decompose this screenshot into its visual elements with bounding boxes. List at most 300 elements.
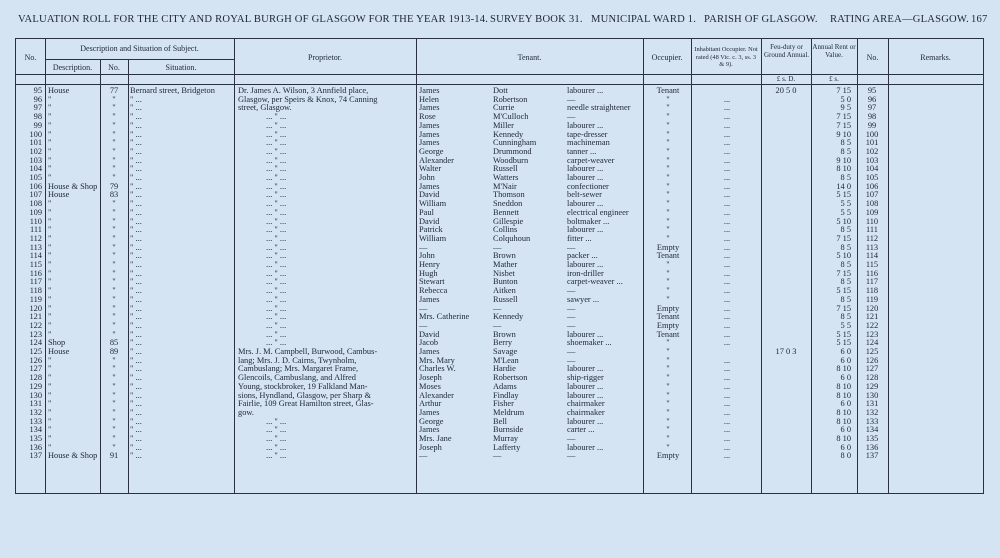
- row-occupier: ": [666, 364, 670, 374]
- row-occupation: labourer ...: [567, 329, 604, 339]
- row-proprietor-ditto: ... " ...: [266, 425, 287, 435]
- row-inhabitant: ...: [723, 303, 731, 313]
- row-tenant-first: James: [419, 138, 440, 148]
- row-tenant-first: James: [419, 86, 440, 95]
- row-annual-value: 6 0: [840, 373, 851, 383]
- row-number-right: 125: [865, 347, 879, 356]
- row-annual-value: 8 5: [840, 242, 851, 252]
- row-tenant-first: James: [419, 425, 440, 435]
- row-number-right: 105: [865, 173, 879, 182]
- row-street-number: ": [112, 312, 116, 322]
- title-main: VALUATION ROLL FOR THE CITY AND ROYAL BURGH OF GLASGOW FOR THE YEAR 1913-14.: [18, 14, 489, 25]
- row-tenant-last: Savage: [493, 347, 518, 356]
- row-inhabitant: ...: [723, 94, 731, 104]
- header-situation: Situation.: [165, 63, 197, 72]
- row-tenant-first: James: [419, 181, 440, 191]
- row-annual-value: 8 10: [836, 434, 851, 443]
- row-situation: " ...: [130, 181, 142, 191]
- row-situation: " ...: [130, 442, 142, 452]
- row-tenant-first: Mrs. Jane: [419, 434, 452, 443]
- row-occupier: ": [666, 199, 670, 209]
- row-number-right: 95: [867, 86, 877, 95]
- row-situation: " ...: [130, 216, 142, 226]
- row-occupation: labourer ...: [567, 164, 604, 174]
- row-description: ": [48, 399, 52, 409]
- row-number: 95: [33, 86, 42, 95]
- row-occupier: ": [666, 277, 670, 287]
- row-description: ": [48, 268, 52, 278]
- header-annual: Annual Rent or Value.: [812, 43, 856, 59]
- row-proprietor-ditto: ... " ...: [266, 303, 287, 313]
- row-occupier: ": [666, 407, 670, 417]
- row-occupier: Empty: [656, 303, 680, 313]
- row-number: 96: [33, 94, 42, 104]
- row-proprietor-ditto: ... " ...: [266, 225, 287, 235]
- row-description: ": [48, 355, 52, 365]
- row-tenant-last: Meldrum: [493, 407, 525, 417]
- row-description: ": [48, 407, 52, 417]
- row-tenant-last: Fisher: [493, 399, 514, 409]
- row-tenant-first: Helen: [419, 94, 439, 104]
- row-number: 104: [29, 164, 42, 174]
- row-occupation: fitter ...: [567, 233, 592, 243]
- row-description: ": [48, 242, 52, 252]
- row-description: ": [48, 207, 52, 217]
- row-tenant-first: James: [419, 294, 440, 304]
- row-number: 109: [29, 207, 42, 217]
- row-proprietor-ditto: ... " ...: [266, 277, 287, 287]
- row-occupier: ": [666, 94, 670, 104]
- row-description: ": [48, 425, 52, 435]
- row-number: 103: [29, 155, 42, 165]
- row-inhabitant: ...: [723, 399, 731, 409]
- row-tenant-first: Mrs. Mary: [419, 355, 455, 365]
- row-number: 134: [29, 425, 42, 435]
- row-street-number: ": [112, 434, 116, 443]
- row-inhabitant: ...: [723, 329, 731, 339]
- row-annual-value: 7 15: [836, 112, 851, 122]
- row-tenant-last: Robertson: [493, 373, 528, 383]
- row-situation: " ...: [130, 407, 142, 417]
- row-situation: " ...: [130, 355, 142, 365]
- row-annual-value: 8 10: [836, 364, 851, 374]
- row-inhabitant: ...: [723, 442, 731, 452]
- row-inhabitant: ...: [723, 312, 731, 322]
- row-annual-value: 5 10: [836, 251, 851, 261]
- row-annual-value: 7 15: [836, 120, 851, 130]
- row-number-right: 119: [865, 294, 879, 304]
- row-number: 133: [29, 416, 42, 426]
- row-inhabitant: ...: [723, 129, 731, 139]
- row-situation: " ...: [130, 94, 142, 104]
- header-lsd: £ s. D.: [776, 75, 796, 83]
- row-description: ": [48, 294, 52, 304]
- row-occupier: ": [666, 103, 670, 113]
- header-description-group: Description and Situation of Subject.: [80, 44, 199, 53]
- row-annual-value: 7 15: [836, 233, 851, 243]
- row-inhabitant: ...: [723, 207, 731, 217]
- row-occupier: ": [666, 347, 670, 356]
- row-occupation: labourer ...: [567, 173, 604, 182]
- row-annual-value: 5 15: [836, 329, 851, 339]
- row-situation: " ...: [130, 338, 142, 348]
- row-tenant-last: Russell: [493, 294, 518, 304]
- row-tenant-last: Mather: [493, 260, 518, 269]
- row-annual-value: 8 5: [840, 277, 851, 287]
- row-description: ": [48, 303, 52, 313]
- row-occupier: Tenant: [656, 86, 680, 95]
- row-number-right: 110: [865, 216, 879, 226]
- row-occupier: ": [666, 268, 670, 278]
- row-tenant-first: David: [419, 190, 440, 200]
- row-tenant-last: Russell: [493, 164, 518, 174]
- row-number-right: 100: [865, 129, 879, 139]
- row-inhabitant: ...: [723, 407, 731, 417]
- row-number: 113: [29, 242, 42, 252]
- row-description: House: [48, 347, 70, 356]
- row-description: ": [48, 112, 52, 122]
- row-tenant-last: Kennedy: [493, 312, 524, 322]
- row-situation: " ...: [130, 286, 142, 296]
- row-tenant-last: Bennett: [493, 207, 520, 217]
- row-tenant-last: Bunton: [493, 277, 518, 287]
- row-annual-value: 8 5: [840, 138, 851, 148]
- row-occupier: Empty: [656, 242, 680, 252]
- row-annual-value: 8 10: [836, 164, 851, 174]
- row-tenant-last: Brown: [493, 251, 516, 261]
- row-occupation: —: [567, 303, 576, 313]
- row-number: 114: [29, 251, 42, 261]
- row-tenant-first: George: [419, 146, 444, 156]
- row-number: 98: [33, 112, 42, 122]
- row-tenant-first: Patrick: [419, 225, 443, 235]
- proprietor-line: sions, Hyndland, Glasgow, per Sharp &: [238, 390, 371, 400]
- proprietor-line: lang; Mrs. J. D. Cairns, Twynholm,: [238, 355, 357, 365]
- row-inhabitant: ...: [723, 216, 731, 226]
- row-street-number: ": [112, 355, 116, 365]
- row-description: ": [48, 277, 52, 287]
- row-inhabitant: ...: [723, 190, 731, 200]
- row-tenant-last: Miller: [493, 120, 514, 130]
- row-description: ": [48, 129, 52, 139]
- row-description: House: [48, 190, 70, 200]
- row-tenant-last: Burnside: [493, 425, 524, 435]
- row-situation: Bernard street, Bridgeton: [130, 86, 215, 95]
- row-proprietor-ditto: ... " ...: [266, 268, 287, 278]
- row-tenant-last: Drummond: [493, 146, 532, 156]
- row-situation: " ...: [130, 173, 142, 182]
- row-number-right: 137: [865, 451, 879, 461]
- row-occupier: ": [666, 442, 670, 452]
- row-tenant-first: James: [419, 407, 440, 417]
- row-number: 101: [29, 138, 42, 148]
- row-street-number: ": [112, 390, 116, 400]
- row-proprietor-ditto: ... " ...: [266, 164, 287, 174]
- row-street-number: ": [112, 216, 116, 226]
- row-situation: " ...: [130, 233, 142, 243]
- row-tenant-last: Cunningham: [493, 138, 537, 148]
- row-number-right: 112: [865, 233, 879, 243]
- row-street-number: 77: [109, 86, 119, 95]
- row-proprietor-ditto: ... " ...: [266, 442, 287, 452]
- page-number: 167: [971, 14, 988, 25]
- row-situation: " ...: [130, 190, 142, 200]
- row-number: 132: [29, 407, 42, 417]
- header-ls: £ s.: [829, 75, 839, 83]
- row-situation: " ...: [130, 112, 142, 122]
- row-situation: " ...: [130, 390, 142, 400]
- row-tenant-first: Alexander: [419, 155, 454, 165]
- row-situation: " ...: [130, 199, 142, 209]
- row-occupation: shoemaker ...: [567, 338, 612, 348]
- row-number-right: 101: [865, 138, 879, 148]
- row-number-right: 103: [865, 155, 879, 165]
- row-tenant-first: Joseph: [419, 442, 442, 452]
- row-description: Shop: [48, 338, 66, 348]
- row-tenant-first: George: [419, 416, 444, 426]
- row-description: House: [48, 86, 70, 95]
- row-number: 121: [29, 312, 42, 322]
- title-ward: MUNICIPAL WARD 1.: [591, 14, 697, 25]
- row-number-right: 116: [865, 268, 879, 278]
- row-inhabitant: ...: [723, 390, 731, 400]
- row-number-right: 111: [866, 225, 878, 235]
- row-number-right: 97: [867, 103, 877, 113]
- row-number-right: 122: [865, 320, 879, 330]
- proprietor-line: Dr. James A. Wilson, 3 Annfield place,: [238, 86, 369, 95]
- row-inhabitant: ...: [723, 416, 731, 426]
- proprietor-line: Fairlie, 109 Great Hamilton street, Glas-: [238, 399, 374, 409]
- row-proprietor-ditto: ... " ...: [266, 112, 287, 122]
- row-occupation: carpet-weaver: [567, 155, 615, 165]
- row-occupation: —: [567, 312, 576, 322]
- row-number-right: 136: [865, 442, 879, 452]
- row-number: 126: [29, 355, 42, 365]
- row-number-right: 128: [865, 373, 879, 383]
- row-number: 111: [30, 225, 42, 235]
- row-occupier: ": [666, 373, 670, 383]
- row-number: 107: [29, 190, 42, 200]
- row-occupation: —: [567, 434, 576, 443]
- row-number-right: 117: [865, 277, 879, 287]
- row-annual-value: 5 5: [840, 207, 851, 217]
- row-proprietor-ditto: ... " ...: [266, 207, 287, 217]
- row-street-number: ": [112, 94, 116, 104]
- row-inhabitant: ...: [723, 451, 731, 461]
- row-annual-value: 8 5: [840, 173, 851, 182]
- row-number: 136: [29, 442, 42, 452]
- row-number: 99: [33, 120, 42, 130]
- header-remarks: Remarks.: [920, 53, 951, 62]
- row-description: ": [48, 225, 52, 235]
- row-tenant-last: Woodburn: [493, 155, 529, 165]
- row-annual-value: 8 5: [840, 225, 851, 235]
- row-occupier: ": [666, 338, 670, 348]
- row-inhabitant: ...: [723, 155, 731, 165]
- row-inhabitant: ...: [723, 286, 731, 296]
- row-occupation: carter ...: [567, 425, 595, 435]
- row-occupation: machineman: [567, 138, 610, 148]
- row-number-right: 131: [865, 399, 879, 409]
- row-street-number: ": [112, 320, 116, 330]
- row-number: 131: [29, 399, 42, 409]
- row-occupation: belt-sewer: [567, 190, 602, 200]
- row-tenant-first: Hugh: [419, 268, 438, 278]
- row-number-right: 99: [867, 120, 877, 130]
- row-tenant-first: Paul: [419, 207, 434, 217]
- row-number: 102: [29, 146, 42, 156]
- row-number: 128: [29, 373, 42, 383]
- row-inhabitant: ...: [723, 225, 731, 235]
- header-proprietor: Proprietor.: [308, 53, 342, 62]
- row-occupation: —: [567, 451, 576, 461]
- row-number-right: 127: [865, 364, 879, 374]
- row-number-right: 135: [865, 434, 879, 443]
- row-inhabitant: ...: [723, 120, 731, 130]
- row-occupation: chairmaker: [567, 399, 605, 409]
- title-area: RATING AREA—GLASGOW.: [830, 14, 969, 25]
- row-description: ": [48, 199, 52, 209]
- row-situation: " ...: [130, 120, 142, 130]
- row-street-number: ": [112, 364, 116, 374]
- row-number: 116: [29, 268, 42, 278]
- row-tenant-last: Adams: [493, 381, 517, 391]
- row-tenant-last: Thomson: [493, 190, 525, 200]
- row-occupation: —: [567, 286, 576, 296]
- row-annual-value: 9 10: [836, 155, 851, 165]
- row-proprietor-ditto: ... " ...: [266, 155, 287, 165]
- row-annual-value: 6 0: [840, 347, 851, 356]
- row-situation: " ...: [130, 381, 142, 391]
- row-street-number: ": [112, 225, 116, 235]
- row-tenant-last: Sneddon: [493, 199, 523, 209]
- row-occupation: tape-dresser: [567, 129, 608, 139]
- row-inhabitant: ...: [723, 112, 731, 122]
- row-inhabitant: ...: [723, 138, 731, 148]
- row-annual-value: 5 5: [840, 199, 851, 209]
- row-inhabitant: ...: [723, 434, 731, 443]
- row-number: 119: [29, 294, 42, 304]
- row-inhabitant: ...: [723, 199, 731, 209]
- row-street-number: ": [112, 120, 116, 130]
- row-occupation: —: [567, 355, 576, 365]
- row-tenant-last: Murray: [493, 434, 519, 443]
- row-annual-value: 8 10: [836, 381, 851, 391]
- row-description: ": [48, 138, 52, 148]
- row-description: ": [48, 103, 52, 113]
- row-situation: " ...: [130, 320, 142, 330]
- row-occupier: ": [666, 173, 670, 182]
- row-occupier: ": [666, 225, 670, 235]
- row-proprietor-ditto: ... " ...: [266, 260, 287, 269]
- row-proprietor-ditto: ... " ...: [266, 199, 287, 209]
- row-occupation: iron-driller: [567, 268, 604, 278]
- row-tenant-first: James: [419, 120, 440, 130]
- row-number: 108: [29, 199, 42, 209]
- row-street-number: ": [112, 164, 116, 174]
- header-number: No.: [108, 63, 120, 72]
- row-situation: " ...: [130, 242, 142, 252]
- row-number-right: 124: [865, 338, 879, 348]
- row-tenant-last: Robertson: [493, 94, 528, 104]
- row-tenant-first: Rebecca: [419, 286, 448, 296]
- row-tenant-first: —: [419, 451, 428, 461]
- row-occupation: labourer ...: [567, 390, 604, 400]
- row-situation: " ...: [130, 129, 142, 139]
- row-occupier: ": [666, 190, 670, 200]
- row-description: ": [48, 381, 52, 391]
- row-number-right: 109: [865, 207, 879, 217]
- row-situation: " ...: [130, 103, 142, 113]
- row-proprietor-ditto: ... " ...: [266, 451, 287, 461]
- row-description: ": [48, 260, 52, 269]
- row-occupier: ": [666, 416, 670, 426]
- row-occupier: ": [666, 260, 670, 269]
- row-occupation: labourer ...: [567, 225, 604, 235]
- row-proprietor-ditto: ... " ...: [266, 286, 287, 296]
- row-situation: " ...: [130, 277, 142, 287]
- row-annual-value: 8 5: [840, 312, 851, 322]
- row-number-right: 114: [865, 251, 879, 261]
- row-description: ": [48, 164, 52, 174]
- row-inhabitant: ...: [723, 233, 731, 243]
- row-occupier: ": [666, 120, 670, 130]
- row-street-number: ": [112, 233, 116, 243]
- proprietor-line: Cambuslang; Mrs. Margaret Frame,: [238, 364, 359, 374]
- row-tenant-first: David: [419, 329, 440, 339]
- row-street-number: ": [112, 268, 116, 278]
- row-annual-value: 7 15: [836, 303, 851, 313]
- row-situation: " ...: [130, 164, 142, 174]
- row-annual-value: 8 5: [840, 146, 851, 156]
- header-feuduty: Feu-duty or Ground Annual.: [763, 43, 810, 59]
- row-proprietor-ditto: ... " ...: [266, 312, 287, 322]
- row-occupier: ": [666, 233, 670, 243]
- title-survey: SURVEY BOOK 31.: [490, 14, 583, 25]
- ledger-table: [15, 38, 984, 494]
- row-annual-value: 8 10: [836, 407, 851, 417]
- row-inhabitant: ...: [723, 338, 731, 348]
- row-situation: " ...: [130, 451, 142, 461]
- row-street-number: ": [112, 373, 116, 383]
- row-tenant-first: Arthur: [419, 399, 442, 409]
- row-inhabitant: ...: [723, 251, 731, 261]
- row-proprietor-ditto: ... " ...: [266, 329, 287, 339]
- row-number-right: 96: [867, 94, 877, 104]
- proprietor-line: Glasgow, per Speirs & Knox, 74 Canning: [238, 94, 378, 104]
- row-situation: " ...: [130, 207, 142, 217]
- row-inhabitant: ...: [723, 173, 731, 182]
- row-proprietor-ditto: ... " ...: [266, 146, 287, 156]
- row-inhabitant: ...: [723, 260, 731, 269]
- row-situation: " ...: [130, 416, 142, 426]
- row-tenant-first: David: [419, 216, 440, 226]
- row-number: 124: [29, 338, 42, 348]
- row-number-right: 134: [865, 425, 879, 435]
- row-tenant-last: Colquhoun: [493, 233, 531, 243]
- row-occupation: —: [567, 320, 576, 330]
- row-street-number: ": [112, 329, 116, 339]
- row-occupier: ": [666, 355, 670, 365]
- row-occupier: ": [666, 164, 670, 174]
- row-number-right: 106: [865, 181, 879, 191]
- row-occupation: labourer ...: [567, 120, 604, 130]
- row-occupier: ": [666, 425, 670, 435]
- row-proprietor-ditto: ... " ...: [266, 251, 287, 261]
- row-tenant-last: —: [493, 303, 502, 313]
- row-occupation: sawyer ...: [567, 294, 600, 304]
- row-tenant-last: Collins: [493, 225, 518, 235]
